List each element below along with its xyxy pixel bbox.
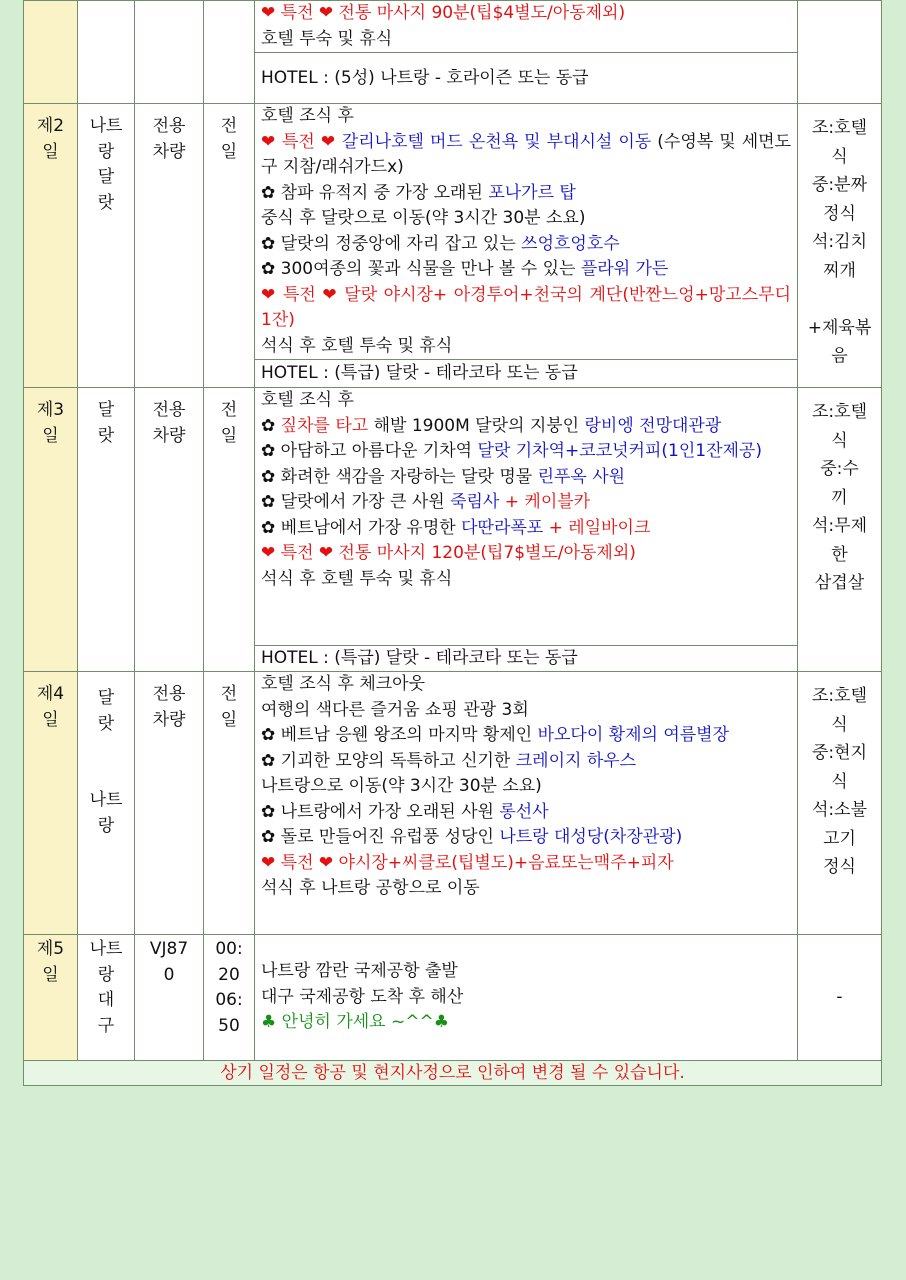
- time-label: 06:: [215, 990, 243, 1010]
- transport-cell: [135, 935, 204, 1061]
- meal-label: 석:김치: [812, 232, 867, 252]
- activity-text: 호텔 투숙 및 휴식: [261, 28, 393, 49]
- transport-label: 전용: [152, 400, 186, 420]
- activity-text: 죽림사: [450, 492, 500, 512]
- activity-line: [261, 541, 791, 567]
- day-row: [24, 672, 882, 935]
- transport-label: 차량: [152, 425, 186, 446]
- time-cell: [204, 935, 255, 1061]
- activity-line: [261, 104, 791, 130]
- activity-line: [261, 567, 791, 593]
- meal-label: 조:호텔: [812, 402, 867, 422]
- meal-label: 찌개: [823, 260, 856, 281]
- place-label: 랑: [97, 141, 115, 162]
- activity-line: [261, 825, 791, 851]
- itinerary-table: [23, 0, 882, 1086]
- place-cell: [78, 104, 135, 388]
- meal-label: -: [836, 987, 843, 1008]
- transport-cell: [135, 104, 204, 388]
- meal-label: 삼겹살: [814, 573, 865, 593]
- place-cell: [78, 1, 135, 104]
- meal-label: 정식: [823, 857, 856, 877]
- place-cell: [78, 388, 135, 672]
- activity-line: [261, 490, 791, 516]
- activity-line: [261, 851, 791, 877]
- meal-label: 식: [831, 430, 848, 451]
- time-cell: [204, 672, 255, 935]
- activity-text: (수영복 및 세면도구 지참/래쉬가드x): [261, 131, 791, 177]
- activity-line: [261, 27, 791, 53]
- activity-line: [261, 334, 791, 360]
- activities-cell: [255, 1, 798, 53]
- activity-line: [261, 1, 791, 27]
- activity-text: ♣ 안녕히 가세요 ~^^♣: [261, 1012, 449, 1033]
- day-label: 일: [42, 141, 59, 162]
- meal-label: 식: [831, 146, 848, 167]
- day-label: 제4: [36, 684, 65, 704]
- activity-line: [261, 1010, 791, 1036]
- time-cell: [204, 1, 255, 104]
- activity-line: [261, 465, 791, 491]
- meal-label: 조:호텔: [812, 686, 867, 706]
- activity-text: 플라워 가든: [580, 259, 669, 279]
- activity-text: ❤ 특전 ❤ 야시장+씨클로(팁별도)+음료또는맥주+피자: [261, 852, 674, 873]
- activity-text: 석식 후 호텔 투숙 및 휴식: [261, 335, 453, 356]
- place-label: 나트: [89, 790, 123, 810]
- place-label: [78, 737, 134, 763]
- day-label: 제3: [36, 400, 65, 420]
- activity-line: [261, 516, 791, 542]
- activity-text: ❤ 특전 ❤ 전통 마사지 90분(팁$4별도/아동제외): [261, 3, 626, 23]
- activity-text: 포나가르 탑: [488, 182, 576, 203]
- hotel-info: HOTEL : (특급) 달랏 - 테라코타 또는 동급: [255, 360, 798, 388]
- activities-cell: [255, 104, 798, 360]
- footer-notice: 상기 일정은 항공 및 현지사정으로 인하여 변경 될 수 있습니다.: [24, 1061, 882, 1086]
- activity-text: 호텔 조식 후: [261, 106, 354, 126]
- activity-text: ✿ 참파 유적지 중 가장 오래된: [261, 182, 489, 203]
- itinerary-sheet: [23, 0, 881, 1086]
- activity-text: 갈리나호텔 머드 온천욕 및 부대시설 이동: [341, 131, 652, 152]
- transport-cell: [135, 1, 204, 104]
- day-row: [24, 104, 882, 360]
- day-label: 일: [42, 964, 59, 985]
- time-label: 50: [218, 1015, 240, 1036]
- meal-label: 음: [831, 346, 848, 366]
- activity-text: 나트랑으로 이동(약 3시간 30분 소요): [261, 776, 542, 796]
- time-cell: [204, 388, 255, 672]
- place-label: 나트: [89, 939, 123, 959]
- activity-text: ✿ 돌로 만들어진 유럽풍 성당인: [261, 827, 500, 847]
- day-cell: [24, 935, 78, 1061]
- place-cell: [78, 935, 135, 1061]
- time-label: 일: [220, 141, 238, 162]
- day-label: 일: [42, 425, 59, 446]
- activity-text: ✿ 달랏에서 가장 큰 사원: [261, 492, 451, 512]
- activity-text: 여행의 색다른 즐거움 쇼핑 관광 3회: [261, 699, 529, 720]
- meal-label: 석:소불: [812, 800, 867, 820]
- activity-line: [261, 388, 791, 414]
- activity-text: 대구 국제공항 도착 후 해산: [261, 986, 464, 1007]
- time-label: 전: [220, 400, 238, 420]
- activity-text: + 레일바이크: [543, 517, 651, 538]
- activity-text: 중식 후 달랏으로 이동(약 3시간 30분 소요): [261, 208, 586, 228]
- activity-text: ✿ 화려한 색감을 자랑하는 달랏 명물: [261, 466, 538, 487]
- day-label: 제2: [36, 116, 65, 136]
- day-cell: [24, 672, 78, 935]
- place-label: 달: [97, 688, 115, 708]
- transport-label: VJ87: [149, 939, 189, 959]
- day1-continuation-row: [24, 1, 882, 53]
- meal-label: 중:수: [820, 459, 859, 479]
- activity-line: [261, 959, 791, 985]
- activity-line: [261, 283, 791, 334]
- place-label: 달: [97, 400, 115, 420]
- activity-text: ✿ 달랏의 정중앙에 자리 잡고 있는: [261, 233, 522, 254]
- activity-line: [261, 672, 791, 698]
- activity-line: [261, 698, 791, 724]
- activity-line: [261, 257, 791, 283]
- activity-text: ❤ 특전 ❤: [261, 131, 342, 152]
- transport-cell: [135, 388, 204, 672]
- day-label: 제5: [36, 939, 65, 959]
- activity-text: + 케이블카: [499, 492, 591, 512]
- place-label: 대: [97, 990, 115, 1010]
- meal-label: 고기: [823, 828, 856, 849]
- activity-line: [261, 800, 791, 826]
- activity-text: ✿ 아담하고 아름다운 기차역: [261, 441, 478, 461]
- meal-label: 한: [831, 544, 848, 565]
- place-label: 달: [97, 167, 115, 187]
- place-label: 나트: [89, 116, 123, 136]
- activity-text: 린푸옥 사원: [537, 466, 626, 487]
- activity-text: 석식 후 호텔 투숙 및 휴식: [261, 568, 453, 589]
- activity-text: 짚차를 타고: [280, 415, 369, 436]
- day-row: [24, 388, 882, 646]
- place-label: 구: [97, 1015, 115, 1036]
- time-label: 00:: [215, 939, 243, 959]
- activity-text: 바오다이 황제의 여름별장: [537, 725, 730, 745]
- place-label: 랏: [97, 192, 115, 213]
- activity-text: 호텔 조식 후 체크아웃: [261, 674, 426, 694]
- day-label: 일: [42, 709, 59, 730]
- meal-label: 석:무제: [812, 516, 867, 536]
- place-cell: [78, 672, 135, 935]
- transport-label: 차량: [152, 709, 186, 730]
- day-cell: [24, 104, 78, 388]
- activity-text: 석식 후 나트랑 공항으로 이동: [261, 878, 480, 898]
- meal-label: 조:호텔: [812, 118, 867, 138]
- place-label: [78, 763, 134, 789]
- meals-cell: [798, 1, 882, 104]
- day-cell: [24, 388, 78, 672]
- time-label: 전: [220, 116, 238, 136]
- activity-text: 나트랑 대성당(차장관광): [499, 827, 683, 847]
- activity-text: ✿ 베트남 응웬 왕조의 마지막 황제인: [261, 725, 538, 745]
- activity-line: [261, 232, 791, 258]
- transport-cell: [135, 672, 204, 935]
- meal-label: 중:분짜: [812, 175, 867, 195]
- time-cell: [204, 104, 255, 388]
- meal-label: 끼: [831, 487, 848, 508]
- activity-line: [261, 774, 791, 800]
- activity-text: 쓰엉흐엉호수: [521, 233, 620, 254]
- meal-label: 식: [831, 714, 848, 735]
- time-label: 일: [220, 709, 238, 730]
- time-label: 일: [220, 425, 238, 446]
- activities-cell: [255, 672, 798, 935]
- day-cell: [24, 1, 78, 104]
- transport-label: 차량: [152, 141, 186, 162]
- activity-line: [261, 723, 791, 749]
- activity-text: 크레이지 하우스: [515, 750, 637, 771]
- meals-cell: [798, 935, 882, 1061]
- activity-line: [261, 439, 791, 465]
- meal-label: 중:현지: [812, 743, 867, 763]
- activity-text: ✿ 300여종의 꽃과 식물을 만나 볼 수 있는: [261, 259, 581, 279]
- activities-cell: [255, 388, 798, 646]
- meal-label: 식: [831, 771, 848, 792]
- activity-text: 나트랑 깜란 국제공항 출발: [261, 961, 458, 982]
- activity-text: 랑비엥 전망대관광: [584, 415, 722, 436]
- activities-cell: [255, 935, 798, 1061]
- place-label: 랑: [97, 964, 115, 985]
- activity-text: ✿: [261, 415, 281, 436]
- hotel-info: HOTEL : (5성) 나트랑 - 호라이즌 또는 동급: [255, 53, 798, 104]
- activity-line: [261, 749, 791, 775]
- place-label: 랏: [97, 425, 115, 446]
- activity-text: ✿ 기괴한 모양의 독특하고 신기한: [261, 750, 516, 771]
- activity-text: 해발 1900M 달랏의 지붕인: [368, 415, 585, 436]
- activity-text: 달랏 기차역+코코넛커피(1인1잔제공): [477, 441, 762, 461]
- activity-text: ❤ 특전 ❤ 달랏 야시장+ 아경투어+천국의 계단(반짠느엉+망고스무디1잔): [261, 284, 791, 330]
- activity-line: [261, 206, 791, 232]
- activity-line: [261, 414, 791, 440]
- meal-label: 정식: [823, 203, 856, 224]
- meal-label: +제육볶: [807, 317, 872, 338]
- place-label: 랏: [97, 713, 115, 734]
- activity-line: [261, 181, 791, 207]
- meals-cell: [798, 388, 882, 672]
- activity-text: 롱선사: [499, 801, 549, 822]
- activity-text: ❤ 특전 ❤ 전통 마사지 120분(팁7$별도/아동제외): [261, 543, 636, 563]
- transport-label: 0: [163, 964, 175, 985]
- activity-text: ✿ 베트남에서 가장 유명한: [261, 517, 462, 538]
- transport-label: 전용: [152, 116, 186, 136]
- activity-line: [261, 985, 791, 1011]
- time-label: 전: [220, 684, 238, 704]
- day-row: [24, 935, 882, 1061]
- meals-cell: [798, 104, 882, 388]
- meal-label: [798, 285, 881, 314]
- transport-label: 전용: [152, 684, 186, 704]
- meals-cell: [798, 672, 882, 935]
- time-label: 20: [218, 964, 240, 985]
- activity-line: [261, 130, 791, 181]
- activity-text: 다딴라폭포: [461, 517, 544, 538]
- hotel-info: HOTEL : (특급) 달랏 - 테라코타 또는 동급: [255, 646, 798, 672]
- place-label: 랑: [97, 815, 115, 836]
- activity-text: ✿ 나트랑에서 가장 오래된 사원: [261, 801, 500, 822]
- activity-line: [261, 876, 791, 902]
- activity-text: 호텔 조식 후: [261, 390, 354, 410]
